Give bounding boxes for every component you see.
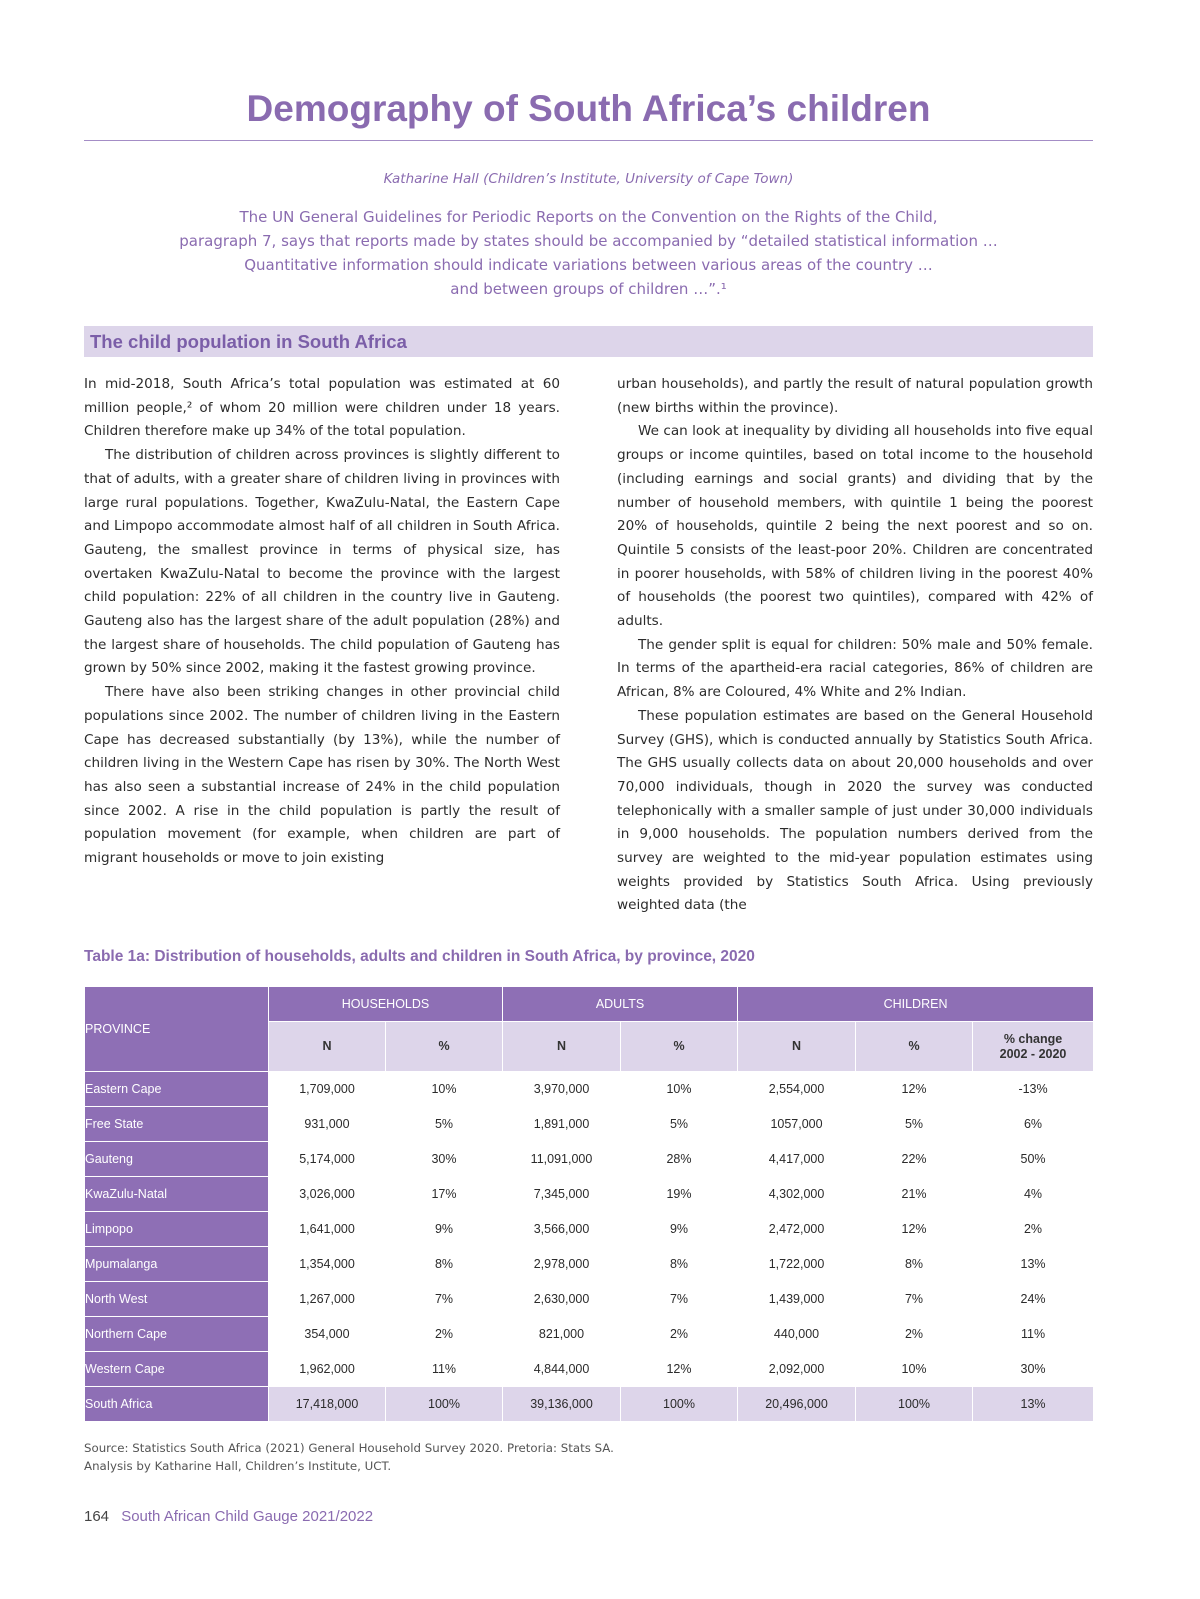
table-cell: 100% [621,1387,738,1422]
table-cell: 12% [856,1212,973,1247]
group-header-adults: ADULTS [503,987,738,1022]
table-cell: 10% [856,1352,973,1387]
table-cell: 1,641,000 [269,1212,386,1247]
table-cell: 28% [621,1142,738,1177]
table-cell: 5% [386,1107,503,1142]
intro-line: Quantitative information should indicate variations between various areas of the country … [244,256,933,274]
table-cell: 4,844,000 [503,1352,621,1387]
table-cell: 11,091,000 [503,1142,621,1177]
page-number: 164 [84,1508,110,1525]
paragraph: These population estimates are based on the General Household Survey (GHS), which is conducted annually by Statistics South Africa. The GHS usually collects data on about 20,000 households and over 70,000 individuals, though in 2020 the survey was conducted telephonically with a smaller sample of just under 30,000 individuals in 9,000 households. The population numbers derived from the survey are weighted to the mid-year population estimates using weights provided by Statistics South Africa. Using previously weighted data (the [617,707,1093,914]
table-cell: 4% [973,1177,1094,1212]
table-cell: 2% [386,1317,503,1352]
table-row [85,1072,1094,1107]
province-distribution-table [84,986,1094,1422]
table-row [85,1107,1094,1142]
table-cell: 2,472,000 [738,1212,856,1247]
subheader-pct-change: % change 2002 - 2020 [973,1022,1094,1072]
table-cell: 11% [973,1317,1094,1352]
table-cell: 440,000 [738,1317,856,1352]
intro-quote [84,205,1093,301]
table-cell: 2,630,000 [503,1282,621,1317]
table-cell: 3,026,000 [269,1177,386,1212]
table-cell: 100% [386,1387,503,1422]
page-footer [84,1508,373,1525]
table-cell: 8% [856,1247,973,1282]
subheader: % [856,1022,973,1072]
table-cell: 5,174,000 [269,1142,386,1177]
table-cell: 2% [621,1317,738,1352]
table-cell: 8% [386,1247,503,1282]
table-cell: 5% [856,1107,973,1142]
table-cell: 11% [386,1352,503,1387]
publication-year: 2021/2022 [302,1508,374,1525]
publication-name: South African Child Gauge [121,1508,298,1525]
table-cell: 10% [386,1072,503,1107]
table-row [85,1177,1094,1212]
table-cell: 30% [973,1352,1094,1387]
group-header-households: HOUSEHOLDS [269,987,503,1022]
table-cell: 8% [621,1247,738,1282]
table-cell: 24% [973,1282,1094,1317]
intro-line: and between groups of children …”.¹ [450,280,727,298]
body-column-left [84,373,560,871]
author-line: Katharine Hall (Children’s Institute, University of Cape Town) [383,171,794,187]
paragraph: We can look at inequality by dividing all households into five equal groups or income quintiles, based on total income to the household (including earnings and social grants) and dividing that by the number of household members, with quintile 1 being the poorest 20% of households, quintile 2 being the next poorest and so on. Quintile 5 consists of the least-poor 20%. Children are concentrated in poorer households, with 58% of children living in the poorest 40% of households (the poorest two quintiles), compared with 42% of adults. [617,423,1093,630]
table-cell: 3,970,000 [503,1072,621,1107]
table-cell: 19% [621,1177,738,1212]
table-cell: 1,722,000 [738,1247,856,1282]
table-cell: 2% [856,1317,973,1352]
province-name: Gauteng [85,1142,269,1177]
province-name: Mpumalanga [85,1247,269,1282]
table-cell: 4,417,000 [738,1142,856,1177]
subheader: % [621,1022,738,1072]
table-row [85,1142,1094,1177]
table-row [85,1212,1094,1247]
table-cell: 1,962,000 [269,1352,386,1387]
table-body [85,1072,1094,1422]
table-cell: 1,267,000 [269,1282,386,1317]
table-cell: 931,000 [269,1107,386,1142]
table-cell: 1,354,000 [269,1247,386,1282]
province-header: PROVINCE [85,987,269,1072]
table-cell: 17% [386,1177,503,1212]
subheader: N [269,1022,386,1072]
group-header-children: CHILDREN [738,987,1094,1022]
table-cell: 22% [856,1142,973,1177]
table-cell: 50% [973,1142,1094,1177]
table-cell: 9% [621,1212,738,1247]
body-column-right [617,373,1093,918]
table-source [84,1439,614,1475]
table-cell: 354,000 [269,1317,386,1352]
source-line: Source: Statistics South Africa (2021) General Household Survey 2020. Pretoria: Stats SA. [84,1441,614,1455]
table-caption: Table 1a: Distribution of households, adults and children in South Africa, by province, 2020 [84,948,755,965]
subheader: % [386,1022,503,1072]
paragraph: In mid-2018, South Africa’s total population was estimated at 60 million people,² of whom 20 million were children under 18 years. Children therefore make up 34% of the total population. [84,376,560,440]
table-cell: 7% [621,1282,738,1317]
province-name: South Africa [85,1387,269,1422]
table-row [85,1282,1094,1317]
table-row [85,1352,1094,1387]
table-row [85,1317,1094,1352]
subheader: N [738,1022,856,1072]
table-cell: 12% [621,1352,738,1387]
province-name: Northern Cape [85,1317,269,1352]
table-cell: 39,136,000 [503,1387,621,1422]
table-cell: 7% [856,1282,973,1317]
source-line: Analysis by Katharine Hall, Children’s Institute, UCT. [84,1459,392,1473]
table-cell: 2% [973,1212,1094,1247]
table-cell: 2,554,000 [738,1072,856,1107]
intro-line: paragraph 7, says that reports made by states should be accompanied by “detailed statistical information … [179,232,998,250]
province-name: North West [85,1282,269,1317]
table-cell: 5% [621,1107,738,1142]
table-cell: 7% [386,1282,503,1317]
table-cell: 1,709,000 [269,1072,386,1107]
title-divider [84,140,1093,141]
province-name: Limpopo [85,1212,269,1247]
paragraph: The distribution of children across provinces is slightly different to that of adults, with a greater share of children living in provinces with large rural populations. Together, KwaZulu-Natal, the Eastern Cape and Limpopo accommodate almost half of all children in South Africa. Gauteng, the smallest province in terms of physical size, has overtaken KwaZulu-Natal to become the province with the largest child population: 22% of all children in the country live in Gauteng. Gauteng also has the largest share of the adult population (28%) and the largest share of households. The child population of Gauteng has grown by 50% since 2002, making it the fastest growing province. [84,447,560,677]
table-cell: 13% [973,1247,1094,1282]
table-cell: -13% [973,1072,1094,1107]
subheader: N [503,1022,621,1072]
table-cell: 21% [856,1177,973,1212]
section-header [84,326,1093,357]
paragraph: urban households), and partly the result of natural population growth (new births within the province). [617,376,1093,416]
paragraph: There have also been striking changes in other provincial child populations since 2002. The number of children living in the Eastern Cape has decreased substantially (by 13%), while the number of children living in the Western Cape has risen by 30%. The North West has also seen a substantial increase of 24% in the child population since 2002. A rise in the child population is partly the result of population movement (for example, when children are part of migrant households or move to join existing [84,684,560,867]
province-name: Western Cape [85,1352,269,1387]
intro-line: The UN General Guidelines for Periodic Reports on the Convention on the Rights of the Child, [239,208,938,226]
province-name: Eastern Cape [85,1072,269,1107]
table-cell: 3,566,000 [503,1212,621,1247]
province-name: KwaZulu-Natal [85,1177,269,1212]
table-cell: 30% [386,1142,503,1177]
table-cell: 4,302,000 [738,1177,856,1212]
table-cell: 1,439,000 [738,1282,856,1317]
table-cell: 821,000 [503,1317,621,1352]
table-cell: 100% [856,1387,973,1422]
table-cell: 17,418,000 [269,1387,386,1422]
table-cell: 6% [973,1107,1094,1142]
table-row [85,1247,1094,1282]
table-cell: 2,978,000 [503,1247,621,1282]
table-cell: 12% [856,1072,973,1107]
section-title: The child population in South Africa [90,331,407,352]
province-name: Free State [85,1107,269,1142]
table-cell: 7,345,000 [503,1177,621,1212]
page-title: Demography of South Africa’s children [246,88,931,129]
table-total-row [85,1387,1094,1422]
table-cell: 9% [386,1212,503,1247]
table-cell: 10% [621,1072,738,1107]
table-cell: 1,891,000 [503,1107,621,1142]
table-cell: 2,092,000 [738,1352,856,1387]
table-cell: 13% [973,1387,1094,1422]
paragraph: The gender split is equal for children: 50% male and 50% female. In terms of the apartheid-era racial categories, 86% of children are African, 8% are Coloured, 4% White and 2% Indian. [617,636,1093,701]
table-cell: 1057,000 [738,1107,856,1142]
table-cell: 20,496,000 [738,1387,856,1422]
